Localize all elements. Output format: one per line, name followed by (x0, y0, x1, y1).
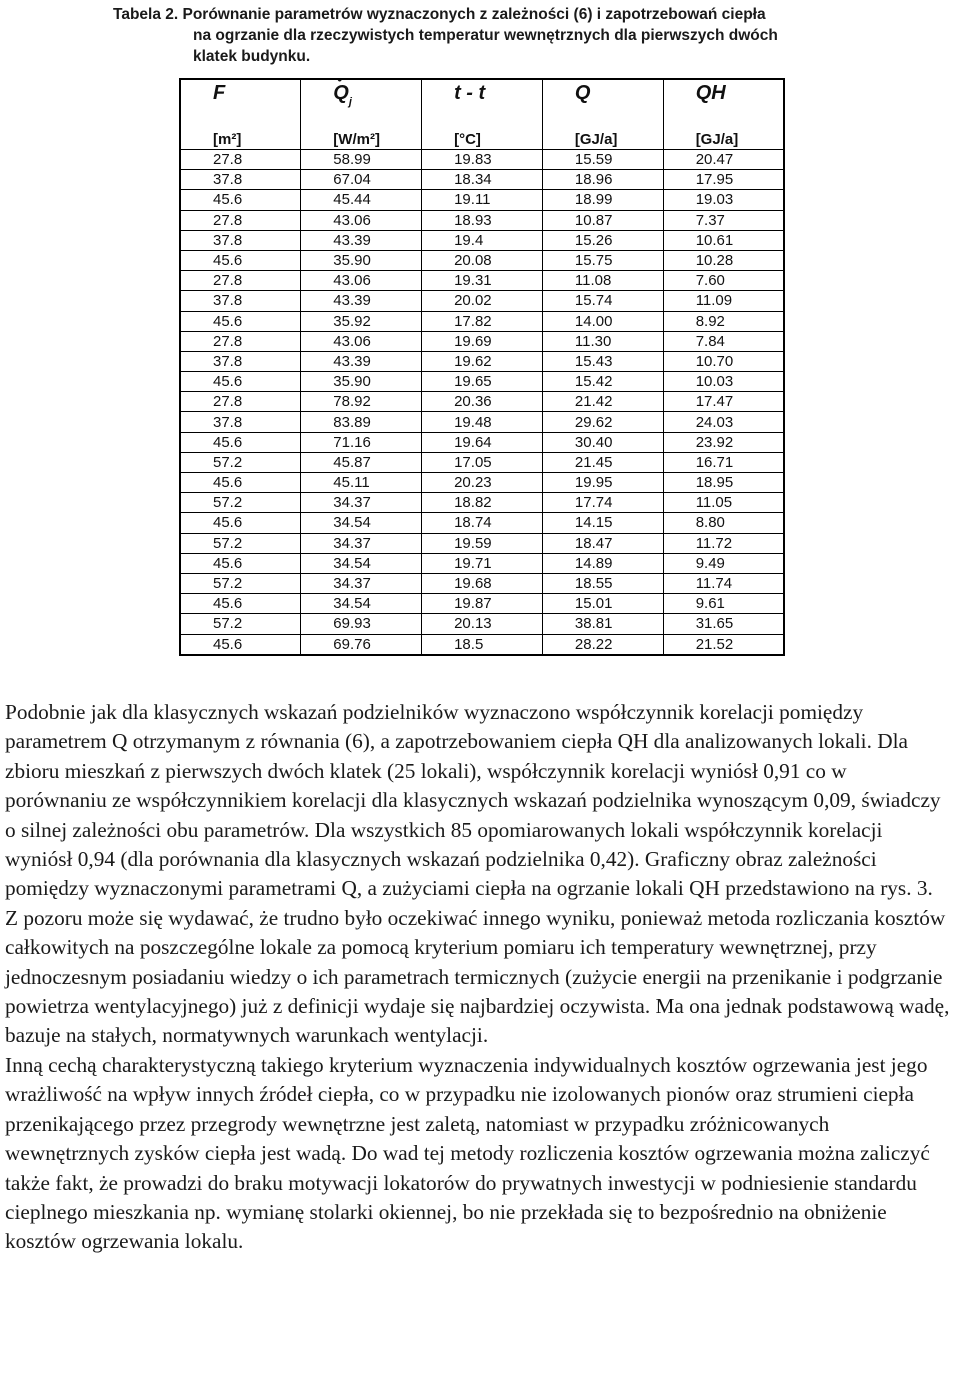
table-row (180, 210, 784, 230)
table-cell: 20.02 (422, 291, 543, 311)
table-cell: 57.2 (180, 533, 301, 553)
table-cell: 30.40 (542, 432, 663, 452)
unit-q-dot: [W/m²] (301, 130, 422, 150)
table-cell: 37.8 (180, 412, 301, 432)
table-cell: 78.92 (301, 392, 422, 412)
table-row (180, 271, 784, 291)
table-cell: 11.74 (663, 573, 784, 593)
table-cell: 45.6 (180, 372, 301, 392)
table-cell: 19.31 (422, 271, 543, 291)
table-cell: 9.49 (663, 553, 784, 573)
paragraph-1: Podobnie jak dla klasycznych wskazań podzielników wyznaczono współczynnik korelacji pomiędzy parametrem Q otrzymanym z równania (6), a zapotrzebowaniem ciepła QH dla analizowanych lokali. Dla zbioru mieszkań z pierwszych dwóch klatek (25 lokali), współczynnik korelacji wyniósł 0,91 co w porównaniu ze współczynnikiem korelacji dla klasycznych wskazań podzielnika wynoszącym 0,09, świadczy o silnej zależności obu parametrów. Dla wszystkich 85 opomiarowanych lokali współczynnik korelacji wyniósł 0,94 (dla porównania dla klasycznych wskazań podzielnika 0,42). Graficzny obraz zależności pomiędzy wyznaczonymi parametrami Q, a zużyciami ciepła na ogrzanie lokali QH przedstawiono na rys. 3. (5, 700, 941, 901)
table-cell: 45.6 (180, 473, 301, 493)
table-cell: 71.16 (301, 432, 422, 452)
table-cell: 20.13 (422, 614, 543, 634)
table-cell: 35.92 (301, 311, 422, 331)
table-body (180, 150, 784, 655)
table-cell: 10.70 (663, 351, 784, 371)
table-cell: 15.75 (542, 250, 663, 270)
table-cell: 67.04 (301, 170, 422, 190)
table-cell: 20.08 (422, 250, 543, 270)
table-cell: 27.8 (180, 150, 301, 170)
table-cell: 45.11 (301, 473, 422, 493)
table-cell: 37.8 (180, 291, 301, 311)
table-cell: 17.95 (663, 170, 784, 190)
caption-line-1: Tabela 2. Porównanie parametrów wyznaczonych z zależności (6) i zapotrzebowań ciepła (113, 6, 766, 23)
table-row (180, 573, 784, 593)
table-cell: 19.4 (422, 230, 543, 250)
table-cell: 27.8 (180, 210, 301, 230)
table-cell: 27.8 (180, 331, 301, 351)
paragraph-3: Inną cechą charakterystyczną takiego kryterium wyznaczenia indywidualnych kosztów ogrzewania jest jego wrażliwość na wpływ innych źródeł ciepła, co w przypadku nie izolowanych pionów oraz strumieni ciepła przenikającego przez przegrody wewnętrzne jest zaletą, natomiast w przypadku zróżnicowanych wewnętrznych zysków ciepła jest wadą. Do wad tej metody rozliczenia kosztów ogrzewania można zaliczyć także fakt, że prowadzi do braku motywacji lokatorów do prywatnych inwestycji w podniesienie standardu cieplnego mieszkania np. wymianę stolarki okiennej, bo nie przekłada się to bezpośrednio na obniżenie kosztów ogrzewania lokalu. (5, 1052, 930, 1254)
table-cell: 15.26 (542, 230, 663, 250)
table-cell: 45.6 (180, 553, 301, 573)
table-row (180, 230, 784, 250)
table-cell: 19.87 (422, 594, 543, 614)
table-cell: 11.05 (663, 493, 784, 513)
table-cell: 11.30 (542, 331, 663, 351)
table-cell: 69.93 (301, 614, 422, 634)
table-row (180, 614, 784, 634)
unit-qh: [GJ/a] (663, 130, 784, 150)
table-row (180, 452, 784, 472)
symbol-t-diff: t - t (422, 79, 543, 130)
table-cell: 8.80 (663, 513, 784, 533)
symbol-header-row (180, 79, 784, 130)
table-cell: 15.01 (542, 594, 663, 614)
table-cell: 28.22 (542, 634, 663, 655)
table-cell: 45.87 (301, 452, 422, 472)
table-cell: 43.06 (301, 210, 422, 230)
table-cell: 45.6 (180, 311, 301, 331)
table-cell: 57.2 (180, 493, 301, 513)
paragraph-2: Z pozoru może się wydawać, że trudno było oczekiwać innego wyniku, ponieważ metoda rozliczania kosztów całkowitych na poszczególne lokale za pomocą kryterium pomiaru ich temperatury wewnętrznej, przy jednoczesnym posiadaniu wiedzy o ich parametrach termicznych (zużycie energii na przenikanie i podgrzanie powietrza wentylacyjnego) już z definicji wydaje się najbardziej oczywista. Ma ona jednak podstawową wadę, bazuje na stałych, normatywnych warunkach wentylacji. (5, 905, 950, 1048)
table-cell: 21.45 (542, 452, 663, 472)
table-cell: 10.28 (663, 250, 784, 270)
table-cell: 57.2 (180, 452, 301, 472)
table-cell: 83.89 (301, 412, 422, 432)
unit-t-diff: [°C] (422, 130, 543, 150)
table-cell: 69.76 (301, 634, 422, 655)
table-cell: 19.48 (422, 412, 543, 432)
table-cell: 45.6 (180, 190, 301, 210)
table-cell: 57.2 (180, 614, 301, 634)
table-cell: 23.92 (663, 432, 784, 452)
table-cell: 18.5 (422, 634, 543, 655)
table-cell: 34.37 (301, 493, 422, 513)
table-cell: 10.03 (663, 372, 784, 392)
symbol-f: F (180, 79, 301, 130)
table-cell: 31.65 (663, 614, 784, 634)
table-cell: 43.06 (301, 331, 422, 351)
table-cell: 18.34 (422, 170, 543, 190)
table-cell: 34.37 (301, 533, 422, 553)
table-cell: 27.8 (180, 271, 301, 291)
table-row (180, 291, 784, 311)
table-cell: 34.54 (301, 553, 422, 573)
table-cell: 20.36 (422, 392, 543, 412)
table-cell: 21.52 (663, 634, 784, 655)
table-cell: 45.44 (301, 190, 422, 210)
table-cell: 15.43 (542, 351, 663, 371)
table-cell: 45.6 (180, 594, 301, 614)
table-cell: 45.6 (180, 432, 301, 452)
table-cell: 19.68 (422, 573, 543, 593)
table-cell: 35.90 (301, 250, 422, 270)
table-cell: 57.2 (180, 573, 301, 593)
unit-q: [GJ/a] (542, 130, 663, 150)
table-cell: 29.62 (542, 412, 663, 432)
table-cell: 18.82 (422, 493, 543, 513)
symbol-q: Q (542, 79, 663, 130)
table-cell: 14.89 (542, 553, 663, 573)
body-text (5, 698, 953, 1257)
table-row (180, 513, 784, 533)
table-cell: 34.54 (301, 594, 422, 614)
unit-header-row (180, 130, 784, 150)
caption-line-2: na ogrzanie dla rzeczywistych temperatur wewnętrznych dla pierwszych dwóch (193, 27, 778, 44)
table-cell: 18.96 (542, 170, 663, 190)
table-cell: 45.6 (180, 513, 301, 533)
table-row (180, 634, 784, 655)
table-row (180, 493, 784, 513)
table-row (180, 311, 784, 331)
table-row (180, 150, 784, 170)
table-cell: 17.74 (542, 493, 663, 513)
table-row (180, 170, 784, 190)
table-cell: 15.59 (542, 150, 663, 170)
table-cell: 14.00 (542, 311, 663, 331)
table-row (180, 412, 784, 432)
table-cell: 11.09 (663, 291, 784, 311)
table-cell: 15.74 (542, 291, 663, 311)
symbol-q-dot: • $Q_j$ (301, 79, 422, 130)
table-caption (113, 4, 833, 67)
table-cell: 34.37 (301, 573, 422, 593)
table-cell: 16.71 (663, 452, 784, 472)
table-cell: 18.95 (663, 473, 784, 493)
table-cell: 7.37 (663, 210, 784, 230)
table-cell: 35.90 (301, 372, 422, 392)
table-row (180, 372, 784, 392)
caption-line-3: klatek budynku. (193, 48, 311, 65)
table-row (180, 351, 784, 371)
unit-f: [m²] (180, 130, 301, 150)
table-row (180, 594, 784, 614)
table-cell: 19.83 (422, 150, 543, 170)
table-cell: 18.99 (542, 190, 663, 210)
table-row (180, 392, 784, 412)
table-row (180, 250, 784, 270)
table-row (180, 190, 784, 210)
table-cell: 7.84 (663, 331, 784, 351)
table-cell: 15.42 (542, 372, 663, 392)
table-cell: 20.47 (663, 150, 784, 170)
table-cell: 18.47 (542, 533, 663, 553)
table-cell: 19.69 (422, 331, 543, 351)
table-cell: 19.59 (422, 533, 543, 553)
table-cell: 43.39 (301, 291, 422, 311)
table-row (180, 331, 784, 351)
table-cell: 19.03 (663, 190, 784, 210)
table-cell: 19.71 (422, 553, 543, 573)
table-cell: 8.92 (663, 311, 784, 331)
table-cell: 14.15 (542, 513, 663, 533)
table-row (180, 553, 784, 573)
table-cell: 34.54 (301, 513, 422, 533)
table-cell: 37.8 (180, 170, 301, 190)
table-cell: 27.8 (180, 392, 301, 412)
table-cell: 17.82 (422, 311, 543, 331)
table-cell: 19.11 (422, 190, 543, 210)
table-row (180, 432, 784, 452)
table-cell: 11.08 (542, 271, 663, 291)
table-cell: 19.65 (422, 372, 543, 392)
table-cell: 37.8 (180, 230, 301, 250)
table-cell: 20.23 (422, 473, 543, 493)
table-cell: 43.06 (301, 271, 422, 291)
table-cell: 19.64 (422, 432, 543, 452)
comparison-table (179, 78, 785, 656)
table-cell: 21.42 (542, 392, 663, 412)
symbol-qh: QH (663, 79, 784, 130)
table-cell: 45.6 (180, 250, 301, 270)
table-cell: 19.95 (542, 473, 663, 493)
table-cell: 9.61 (663, 594, 784, 614)
table-cell: 45.6 (180, 634, 301, 655)
table-cell: 43.39 (301, 230, 422, 250)
table-cell: 58.99 (301, 150, 422, 170)
table-row (180, 533, 784, 553)
table-cell: 43.39 (301, 351, 422, 371)
table-cell: 38.81 (542, 614, 663, 634)
table-cell: 10.87 (542, 210, 663, 230)
table-cell: 7.60 (663, 271, 784, 291)
table-cell: 37.8 (180, 351, 301, 371)
table-cell: 24.03 (663, 412, 784, 432)
table-cell: 10.61 (663, 230, 784, 250)
table-cell: 11.72 (663, 533, 784, 553)
table-cell: 17.47 (663, 392, 784, 412)
table-row (180, 473, 784, 493)
table-cell: 18.93 (422, 210, 543, 230)
table-cell: 18.74 (422, 513, 543, 533)
table-cell: 17.05 (422, 452, 543, 472)
table-cell: 19.62 (422, 351, 543, 371)
table-cell: 18.55 (542, 573, 663, 593)
